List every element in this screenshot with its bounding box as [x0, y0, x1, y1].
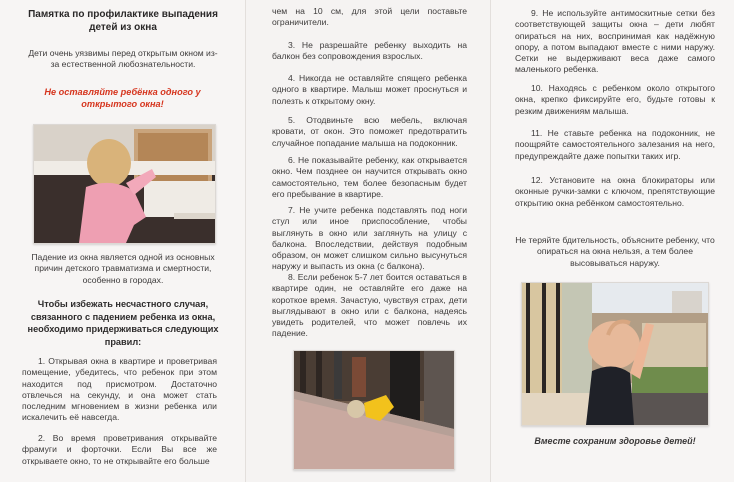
rule-11: 11. Не ставьте ребенка на подоконник, не поощряйте самостоятельного залезания на него, предупреждайте даже попытки таких игр. — [515, 128, 715, 161]
toddler-at-glass-door-photo — [521, 282, 709, 426]
rule-7: 7. Не учите ребенка подставлять под ноги стул или иное приспособление, чтобы выглянуть в окно или заглянуть на улицу с балкона. Впоследствии, действуя подобным образом, он может слишком сильно высунуться наружу и выпасть из окна (с балкона). — [272, 205, 467, 272]
intro-text: Дети очень уязвимы перед открытым окном из-за естественной любознательности. — [28, 48, 218, 70]
fact-text: Падение из окна является одной из основных причин детского травматизма и смертности, особенно в городах. — [31, 252, 215, 285]
rule-12: 12. Установите на окна блокираторы или оконные ручки-замки с ключом, препятствующие открытию окна ребёнком самостоятельно. — [515, 175, 715, 208]
leaflet-panel-left — [0, 0, 245, 482]
child-leaning-out-window-photo — [293, 350, 455, 470]
rule-3: 3. Не разрешайте ребенку выходить на балкон без сопровождения взрослых. — [272, 40, 467, 62]
rule-5: 5. Отодвиньте всю мебель, включая кровати, от окон. Это поможет предотвратить случайное попадание малыша на подоконник. — [272, 115, 467, 148]
leaflet-title: Памятка по профилактике выпадения детей из окна — [28, 9, 218, 33]
leaflet-panel-right — [490, 0, 734, 482]
rule-4: 4. Никогда не оставляйте спящего ребенка одного в квартире. Малыш может проснуться и полезть к открытому окну. — [272, 73, 467, 106]
rule-1: 1. Открывая окна в квартире и проветривая помещение, убедитесь, что ребенок при этом находится под присмотром. Достаточно отвлечься на секунду, и она может стать последним мгновением в жизни ребенка или искалечить её навсегда. — [22, 356, 217, 423]
warning-text: Не оставляйте ребёнка одного у открытого окна! — [44, 87, 201, 109]
child-at-window-photo — [33, 124, 216, 244]
rule-2: 2. Во время проветривания открывайте фрамуги и форточки. Если Вы все же открываете окно, то не открывайте его больше — [22, 433, 217, 466]
rule-9: 9. Не используйте антимоскитные сетки без соответствующей защиты окна – дети любят опираться на них, воспринимая как надёжную опору, а потом выпадают вместе с ними наружу. Сетки не выдерживают веса даже самого маленького ребенка. — [515, 8, 715, 75]
rule-2-continued: чем на 10 см, для этой цели поставьте ограничители. — [272, 6, 467, 28]
advice-text: Не теряйте бдительность, объясните ребенку, что опираться на окна нельзя, а тем более высовываться наружу. — [515, 235, 715, 268]
rule-10: 10. Находясь с ребенком около открытого окна, крепко фиксируйте его, будьте готовы к резким движениям малыша. — [515, 83, 715, 116]
rule-8: 8. Если ребенок 5-7 лет боится оставаться в квартире один, не оставляйте его даже на короткое время. Зачастую, чувствуя страх, дети выглядывают в окно или с балкона, надеясь увидеть родителей, что может повлечь их падение. — [272, 272, 467, 339]
rule-6: 6. Не показывайте ребенку, как открывается окно. Чем позднее он научится открывать окно самостоятельно, тем более безопасным будет его пребывание в квартире. — [272, 155, 467, 199]
leaflet-panel-middle — [245, 0, 490, 482]
rules-heading: Чтобы избежать несчастного случая, связанного с падением ребенка из окна, необходимо придерживаться следующих правил: — [27, 299, 219, 347]
slogan-text: Вместе сохраним здоровье детей! — [534, 436, 696, 446]
